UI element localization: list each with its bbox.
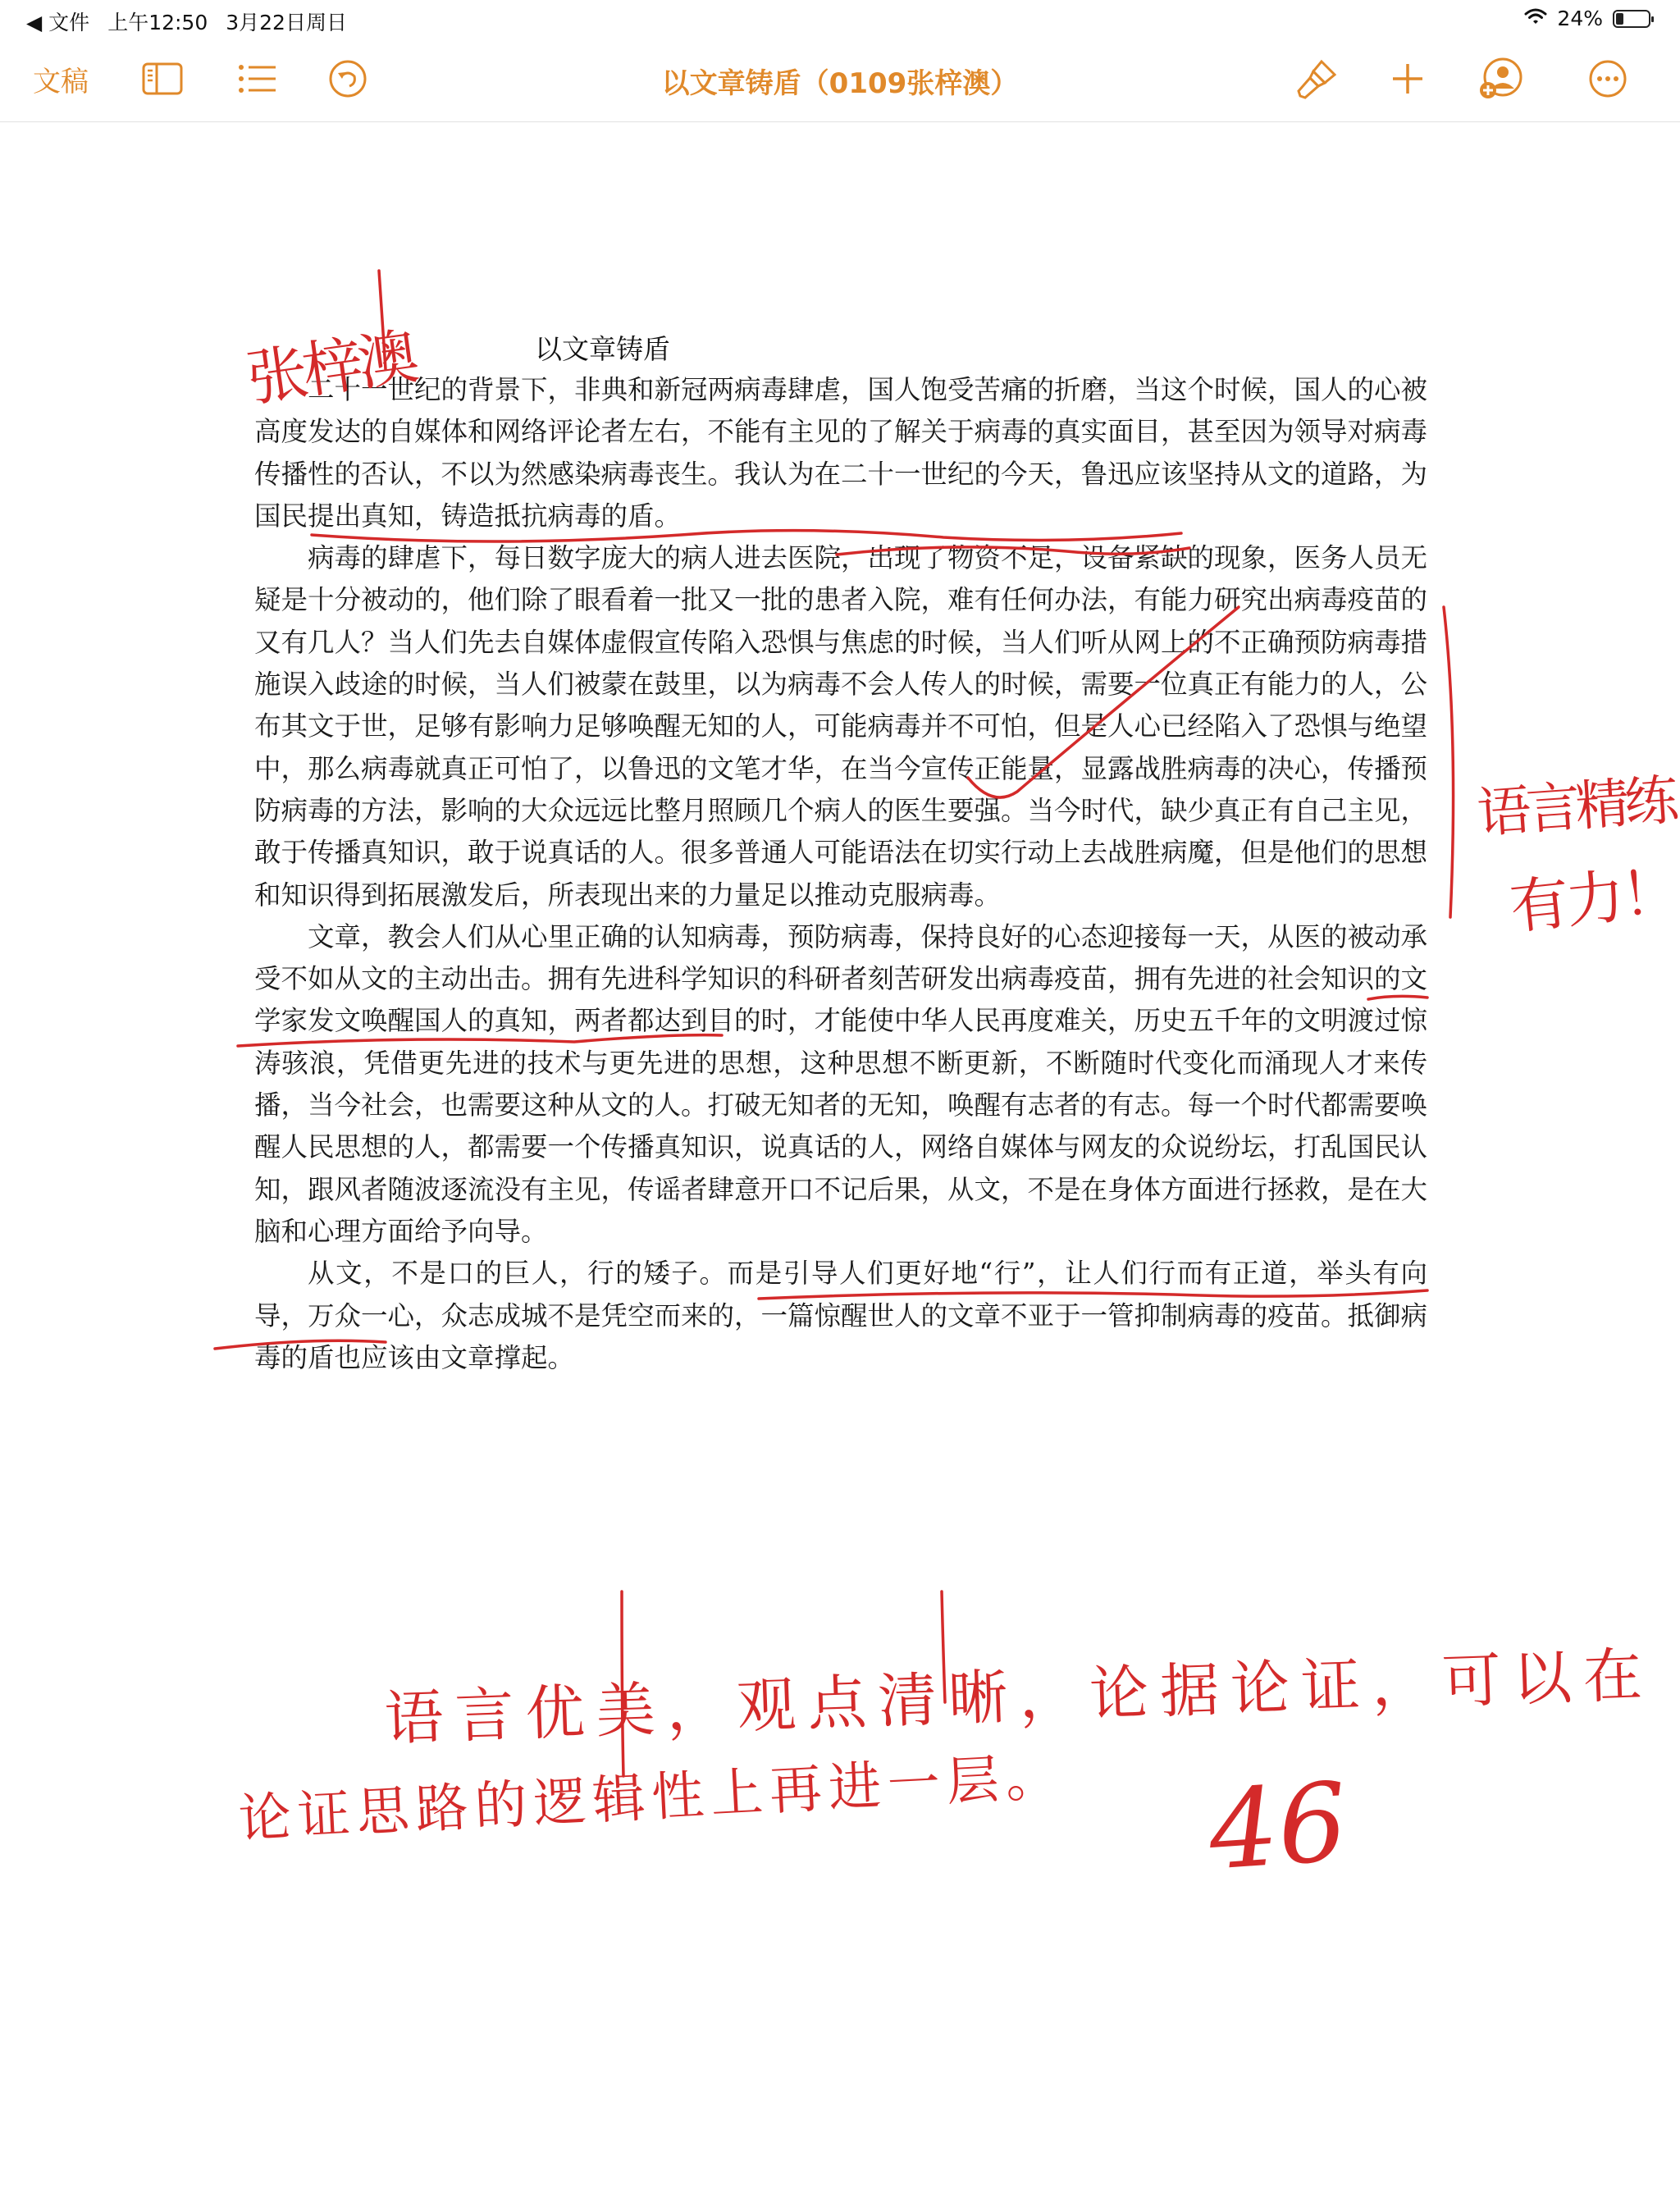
documents-button[interactable]: 文稿 (33, 65, 89, 98)
essay-paragraph: 病毒的肆虐下，每日数字庞大的病人进去医院，出现了物资不足，设备紧缺的现象，医务人员无疑是十分被动的，他们除了眼看着一批又一批的患者入院，难有任何办法，有能力研究出病毒疫苗的又有几人？当人们先去自媒体虚假宣传陷入恐惧与焦虑的时候，当人们听从网上的不正确预防病毒措施误入歧途的时候，当人们被蒙在鼓里，以为病毒不会人传人的时候，需要一位真正有能力的人，公布其文于世，足够有影响力足够唤醒无知的人，可能病毒并不可怕，但是人心已经陷入了恐惧与绝望中，那么病毒就真正可怕了，以鲁迅的文笔才华，在当今宣传正能量，显露战胜病毒的决心，传播预防病毒的方法，影响的大众远远比整月照顾几个病人的医生要强。当今时代，缺少真正有自己主见，敢于传播真知识，敢于说真话的人。很多普通人可能语法在切实行动上去战胜病魔，但是他们的思想和知识得到拓展激发后，所表现出来的力量足以推动克服病毒。 (254, 542, 1428, 911)
status-bar (0, 0, 1680, 39)
status-date: 3月22日周日 (226, 11, 347, 34)
handwritten-side-comment: 有力！ (1506, 856, 1680, 943)
handwritten-student-name: 张梓澳 (242, 322, 418, 415)
handwritten-final-comment: 语言优美，观点清晰，论据论证，可以在 (383, 1640, 1655, 1753)
back-to-app-link[interactable]: ◀ 文件 (26, 11, 90, 34)
paintbrush-icon[interactable] (1294, 56, 1340, 102)
essay-body[interactable] (254, 369, 1427, 1379)
wifi-icon (1524, 7, 1547, 30)
toolbar (0, 39, 1680, 122)
status-time: 上午12:50 (107, 11, 208, 34)
document-title[interactable]: 以文章铸盾（0109张梓澳） (661, 67, 1019, 100)
document-page[interactable] (0, 123, 1680, 2192)
handwritten-side-comment: 语言精练 (1475, 768, 1676, 846)
battery-percent: 24% (1557, 7, 1603, 30)
essay-paragraph: 从文，不是口的巨人，行的矮子。而是引导人们更好地“行”，让人们行而有正道，举头有向导，万众一心，众志成城不是凭空而来的，一篇惊醒世人的文章不亚于一管抑制病毒的疫苗。抵御病毒的盾也应该由文章撑起。 (254, 1258, 1428, 1373)
battery-icon (1613, 10, 1650, 28)
essay-title: 以文章铸盾 (535, 333, 670, 365)
handwritten-score: 46 (1204, 1759, 1352, 1895)
essay-paragraph: 二十一世纪的背景下，非典和新冠两病毒肆虐，国人饱受苦痛的折磨，当这个时候，国人的心被高度发达的自媒体和网络评论者左右，不能有主见的了解关于病毒的真实面目，甚至因为领导对病毒传播性的否认，不以为然感染病毒丧生。我认为在二十一世纪的今天，鲁迅应该坚持从文的道路，为国民提出真知，铸造抵抗病毒的盾。 (254, 374, 1428, 532)
more-icon[interactable] (1585, 56, 1631, 102)
handwritten-final-comment: 论证思路的逻辑性上再进一层。 (237, 1746, 1066, 1851)
essay-paragraph: 文章，教会人们从心里正确的认知病毒，预防病毒，保持良好的心态迎接每一天，从医的被动承受不如从文的主动出击。拥有先进科学知识的科研者刻苦研发出病毒疫苗，拥有先进的社会知识的文学家发文唤醒国人的真知，两者都达到目的时，才能使中华人民再度难关，历史五千年的文明渡过惊涛骇浪，凭借更先进的技术与更先进的思想，这种思想不断更新，不断随时代变化而涌现人才来传播，当今社会，也需要这种从文的人。打破无知者的无知，唤醒有志者的有志。每一个时代都需要唤醒人民思想的人，都需要一个传播真知识，说真话的人，网络自媒体与网友的众说纷坛，打乱国民认知，跟风者随波逐流没有主见，传谣者肆意开口不记后果，从文，不是在身体方面进行拯救，是在大脑和心理方面给予向导。 (254, 920, 1428, 1247)
plus-icon[interactable] (1385, 56, 1431, 102)
collaborate-icon[interactable] (1477, 56, 1526, 102)
